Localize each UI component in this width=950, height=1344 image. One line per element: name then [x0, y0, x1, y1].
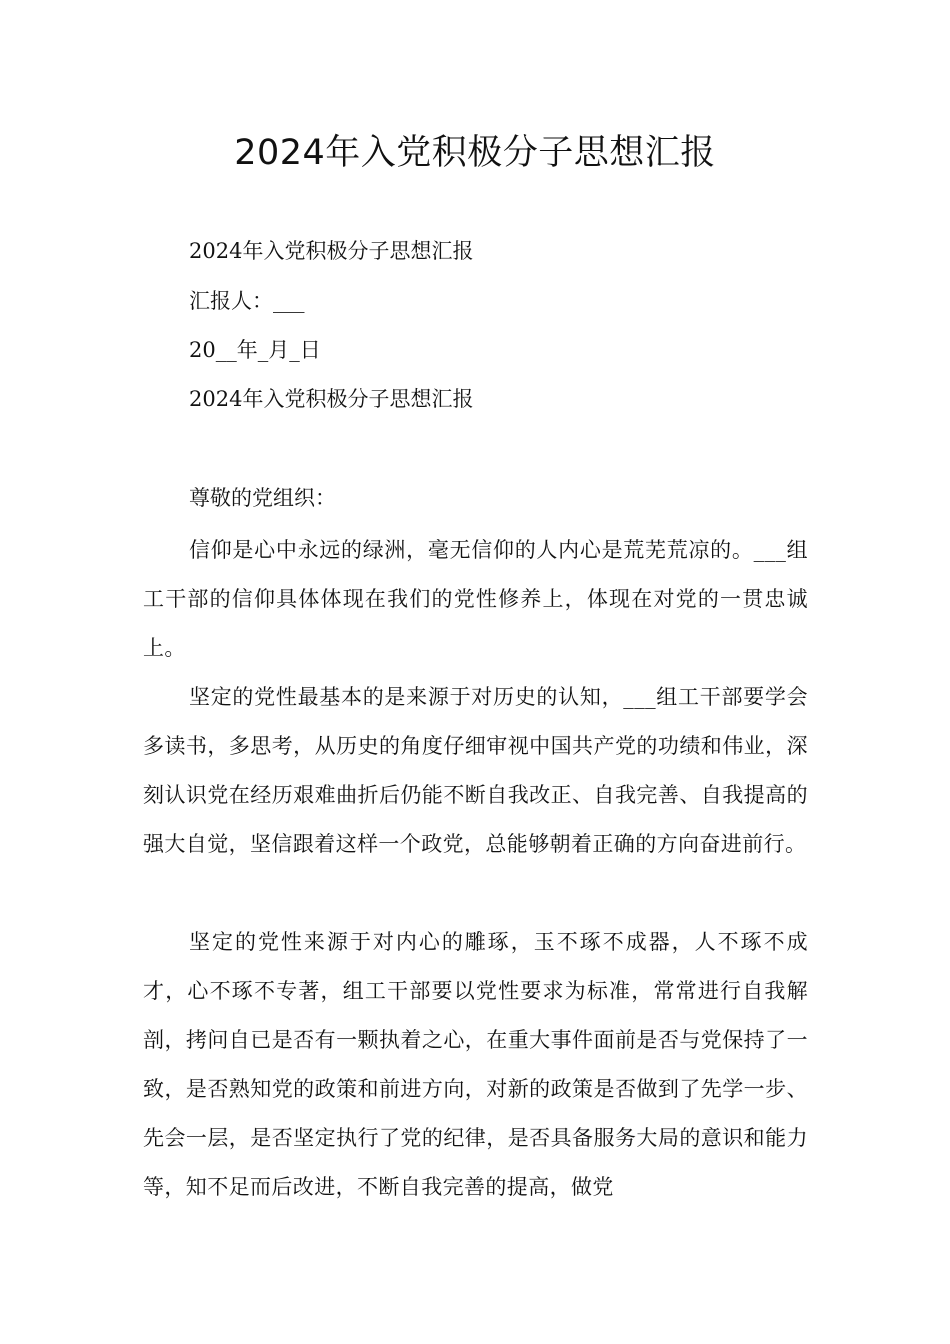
date-line: 20__年_月_日: [189, 338, 321, 362]
paragraph: 坚定的党性来源于对内心的雕琢，玉不琢不成器，人不琢不成才，心不琢不专著，组工干部要以党性要求为标准，常常进行自我解剖，拷问自已是否有一颗执着之心，在重大事件面前是否与党保持了一致，是否熟知党的政策和前进方向，对新的政策是否做到了先学一步、先会一层，是否坚定执行了党的纪律，是否具备服务大局的意识和能力等，知不足而后改进，不断自我完善的提高，做党: [143, 930, 808, 1199]
subtitle-line: 2024年入党积极分子思想汇报: [189, 239, 474, 263]
salutation: 尊敬的党组织：: [189, 486, 336, 510]
subtitle-repeat-line: 2024年入党积极分子思想汇报: [189, 387, 474, 411]
reporter-line: 汇报人：___: [189, 289, 305, 313]
document-title: 2024年入党积极分子思想汇报: [234, 133, 716, 173]
paragraph: 信仰是心中永远的绿洲，毫无信仰的人内心是荒芜荒凉的。___组工干部的信仰具体体现在我们的党性修养上，体现在对党的一贯忠诚上。: [143, 538, 808, 660]
paragraph: 坚定的党性最基本的是来源于对历史的认知，___组工干部要学会多读书，多思考，从历史的角度仔细审视中国共产党的功绩和伟业，深刻认识党在经历艰难曲折后仍能不断自我改正、自我完善、自我提高的强大自觉，坚信跟着这样一个政党，总能够朝着正确的方向奋进前行。: [143, 685, 808, 856]
